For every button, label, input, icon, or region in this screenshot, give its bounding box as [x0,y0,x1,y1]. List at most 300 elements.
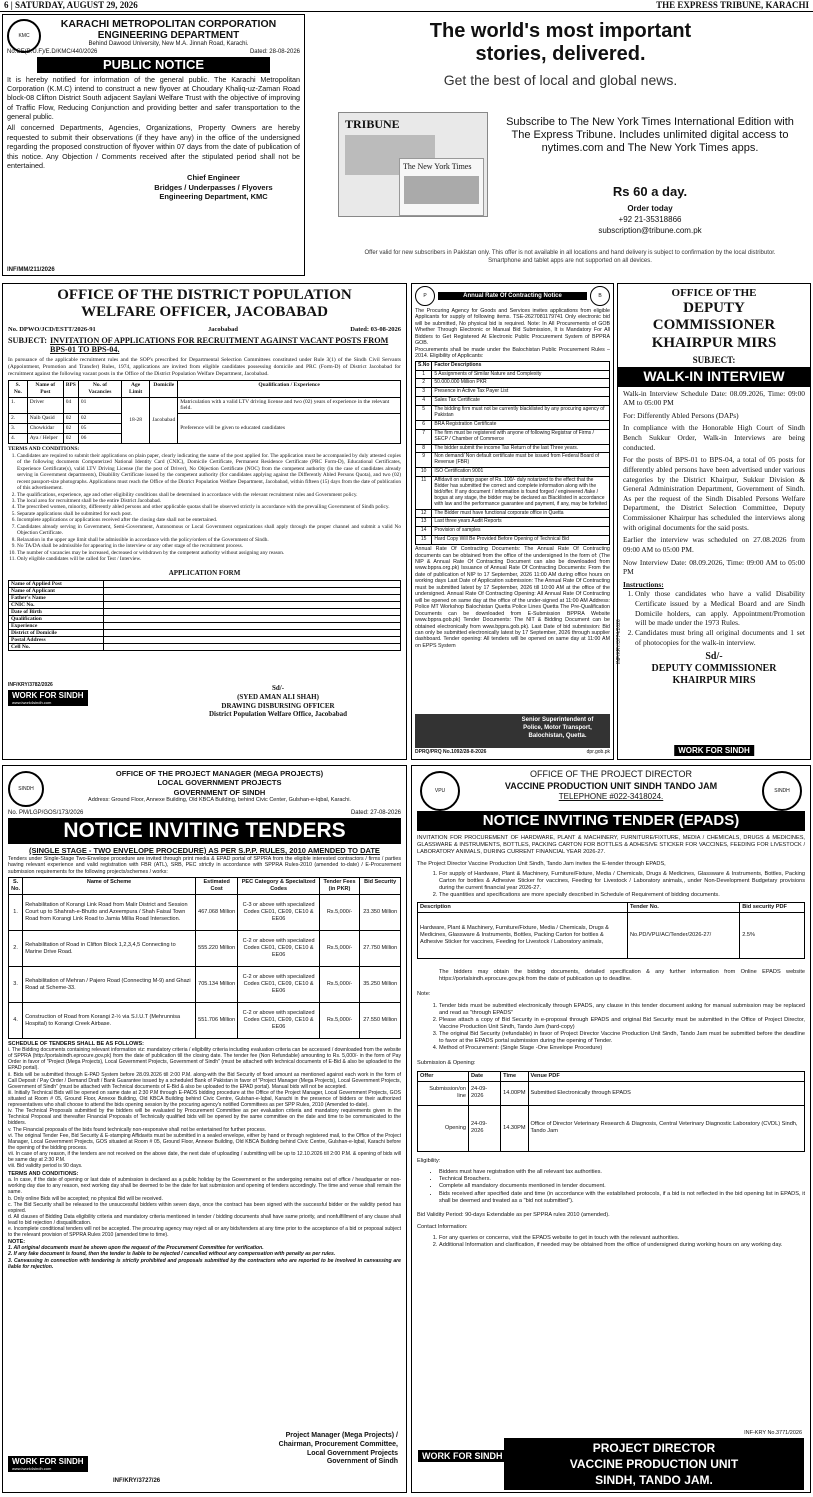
kmc-para1: It is hereby notified for information of the general public. The Karachi Metropolitan Corporation (K.M.C) intend to construct a new flyover at Choudary Khaliq-uz-Zaman Road block-08 Clifton District South adjacent Saylani Welfare Trust with the objective of improving of Traffic Flow, Reducing Conjunction and providing better and safer transportation to the general public. [7,74,300,122]
factor-no: 3 [416,388,432,397]
kmc-title: KARACHI METROPOLITAN CORPORATION [60,18,277,30]
tribune-masthead: TRIBUNE [345,117,400,131]
dpwo-terms-list [8,453,401,563]
pm-note-title: NOTE: [8,1239,26,1246]
pm-date: Dated: 27-08-2026 [350,809,401,816]
pm-cell: C-2 or above with specialized Codes CE01, CE09, CE10 & EE06 [238,967,319,1003]
pm-cell: Rs.5,000/- [319,895,360,931]
list-item: iii. Initially Technical Bids will be opened on same date at 2:30 P.M through E-PADS bidding procedure at the Office of the Project Manager, Local Government Projects, GOS situated at Room # 05, Ground Floor, Annexe Building, Old KBCA Building behind Civic Centre, Gulshan-e-Iqbal, Karachi in the presence of bidders or their authorized representatives who shall choose to attend the bids opening session by the procuring agency's notified Committees as per SPP Rules, 2010 (Amended to-date). [8,1089,401,1109]
vpu-para1: The Project Director Vaccine Production Unit Sindh, Tando Jam invites the E-tender through EPADS, [417,860,666,867]
pm-cell: 3. [9,967,23,1003]
list-item: 1. For any queries or concerns, visit the EPADS website to get in touch with the relevant authorities. [439,1235,805,1242]
dpwo-cell: 4. [9,434,28,444]
dpwo-cell: Chowkidar [27,424,63,434]
list-item: d. All clauses of Bidding Data eligibility criteria and mandatory criteria mentioned in tender / bidding documents shall have same priority, and nonfulfillment of any clause shall lead to bid rejection / disqualification. [8,1213,401,1227]
dc-subject: SUBJECT: [692,354,736,365]
dpwo-th-5: Domicile [150,380,178,397]
table-row [416,370,610,379]
kmc-sign3: Engineering Department, KMC [159,192,268,201]
list-item: 2. If any fake document is found, then the tender is liable to be rejected / cancelled without any compensation with penalty as per rules. [8,1251,336,1258]
pm-th-2: Estimated Cost [195,878,238,895]
vpu-th2-2: Time [501,1071,528,1081]
vpu-th-security: Bid security PDF [740,902,805,912]
form-row [9,636,401,643]
vpu-banner: NOTICE INVITING TENDER (EPADS) [417,811,805,831]
dpwo-terms-title: TERMS AND CONDITIONS: [8,445,80,452]
dpwo-th-0: S. No. [9,380,28,397]
pm-title1: OFFICE OF THE PROJECT MANAGER (MEGA PROJECTS) [115,769,324,778]
bppra-notice [411,283,614,760]
pm-tender-notice [2,765,407,1493]
page-header [0,0,813,12]
dc-para4: For the posts of BPS-01 to BPS-04, a total of 05 posts for differently abled persons have been advertised under various categories by the District Khairpur, Sukkur Division & General Administration Department, Government of Sindh. As per the request of the Sindh Disabled Persons Welfare Department, the District Selection Committee, Deputy Commissioner Khairpur has scheduled the interviews along with original documents for the said posts. [623,455,805,532]
dpwo-qual1: Matriculation with a valid LTV driving license and two (02) years of experience in the relevant field. [178,397,401,414]
form-row [9,615,401,622]
dpwo-qual2: Preference will be given to educated candidates [178,414,401,444]
factor-no: 5 [416,406,432,421]
list-item: 7. Candidates already serving in Government, Semi-Government, Autonomous or Local Government organizations shall apply through the proper channel and submit a valid No Objection Certificate. [17,524,401,537]
pm-th-3: PEC Category & Specialized Codes [238,878,319,895]
page-header-right: THE EXPRESS TRIBUNE, KARACHI [656,0,809,10]
table-row [416,527,610,536]
pm-sign1: Project Manager (Mega Projects) / [285,1432,398,1439]
table-row [416,420,610,429]
list-item: 10. The number of vacancies may be increased, decreased or withdrawn by the competent authority without assigning any reason. [17,550,401,556]
dpwo-sign2: DRAWING DISBURSING OFFICER [221,701,335,710]
list-item: ii. Bids will be submitted through E-PAD System before 28.09.2026 till 2:00 P.M. along-with the Bid Security of fixed amount as mentioned against each work in the form of Call Deposit / Pay Order / Demand Draft / Bank Guarantee issued by a scheduled Bank of Pakistan in favor of "Project Manager (Mega Projects), Local Government Projects, Government of Sindh" (must be attached with Technical documents of E-Bid & also be uploaded to the EPAD portal). Manual bids will not be accepted. [8,1071,401,1090]
nyt-tagline: Get the best of local and global news. [443,72,678,88]
bppra-para3: Annual Rate Of Contracting Documents: The Annual Rate Of Contracting documents can be obtained from the office of the undersigned In the form of: (The NIP & Annual Rate Of Contracting Document can also be downloaded from www.bppra.org.pk) Issuance of Annual Rate Of Contracting Documents: From the date of publication of NIP to 17 September, 2026 11:00 AM during office hours on working days Last Date of Application submission: The Annual Rate Of Contracting must be submitted latest by 17 September, 2026 till 10:00 AM at the office of the undersigned. Annual Rate Of Contracting Opening: All Annual Rate Of Contracting will be opened on same day at the office of the under-signed at 11:00 AM Address: Police MT Workshop Balochistan Quetta Police Lines Quetta The Pre-Qualification Documents can be downloaded from E-Submission BPPRA Website www.bppra.gob.pk) Tender Documents: The NIT & Bidding Document can be obtained electronically from www.bppra.gob.pk). Last Date of bid submission: Bid can only be submitted electronically latest by 17 September, 2026 through supplier dashboard. Tender opening: All tenders will be opened on same day at 11:00 AM on EPPS System [415,546,610,649]
dc-instructions-list [623,589,805,647]
vpu-inf: INF-KRY No.3771/2026 [744,1430,802,1436]
dpwo-th-1: Name of Post [27,380,63,397]
factor-no: 15 [416,536,432,545]
pm-sign4: Government of Sindh [326,1458,398,1466]
kmc-banner: PUBLIC NOTICE [37,57,270,73]
kmc-seal-icon: KMC [7,19,41,53]
form-row [9,580,401,587]
dpwo-cell: 2. [9,414,28,424]
table-row [416,477,610,509]
pm-work-for-sindh-logo [8,1456,88,1472]
dpwo-cell: 3. [9,424,28,434]
form-row [9,594,401,601]
dpwo-notice [2,283,407,760]
nyt-order: Order today [627,204,673,213]
bppra-seal-icon: B [590,286,610,306]
factor-desc: Last three years Audit Reports [432,518,610,527]
list-item: 4. Method of Procurement: (Single Stage -One Envelope Procedure) [439,1045,805,1052]
table-row [416,429,610,444]
vpu-work-for-sindh-logo [418,1450,507,1462]
dc-title3: COMMISSIONER [652,317,776,334]
vpu-th2-1: Date [469,1071,501,1081]
factor-no: 13 [416,518,432,527]
kmc-para2: All concerned Departments, Agencies, Organizations, Property Owners are hereby requested to submit their observations (if they have any) in the office of the undersigned regarding the proposed construction of flyover within 07 days from the date of publication of this notice. Any Objection / Comments received after the stipulated period shall not be entertained. [7,123,300,170]
pm-cell: 35.250 Million [360,967,401,1003]
pm-cell: 2. [9,931,23,967]
form-field [104,629,401,636]
nyt-ad [310,14,811,276]
dpwo-logo-sub: www.iwork4sindh.com [12,700,52,705]
dpwo-posts-table [8,380,401,444]
factor-desc: Non demand/ Non default certificate must be issued from Federal Board of Revenue (FBR) [432,453,610,468]
kmc-notice [2,14,305,276]
table-row [416,388,610,397]
list-item: 3. The local area for recruitment shall be the entire District Jacobabad. [17,498,401,504]
kmc-subtitle: ENGINEERING DEPARTMENT [97,30,240,42]
list-item: 5. Separate applications shall be submitted for each post. [17,511,401,517]
pm-cell: 1. [9,895,23,931]
nyt-fine-print: Offer valid for new subscribers in Pakistan only. This offer is not available in all locations and hand delivery is subject to confirmation by the local distributor. Smartphone and tablet apps are not supported on all devices. [364,250,776,264]
nyt-email: subscription@tribune.com.pk [598,226,702,235]
vpu-elig-list [417,1169,805,1205]
sindh-govt-seal-icon: SINDH [8,771,44,807]
vpu-cell: 24-09-2026 [469,1081,501,1105]
dc-work-for-sindh-logo [674,745,754,756]
table-row [416,509,610,518]
factor-no: 4 [416,397,432,406]
dpwo-cell: Naib Qasid [27,414,63,424]
table-row [9,1003,401,1039]
pm-cell: Rs.5,000/- [319,1003,360,1039]
dc-title4: KHAIRPUR MIRS [651,334,777,351]
factor-no: 11 [416,477,432,509]
dc-banner: WALK-IN INTERVIEW [618,367,810,387]
factor-desc: 50.000.000 Million PKR [432,379,610,388]
list-item: 1. Candidates are required to submit their applications on plain paper, clearly indicating the name of the post applied for. The application must be accompanied by duly attested copies of the following documents Computerized National Identity Card (CNIC), Domicile Certificate, Permanent Residence Certificate (PRC Form-D), Educational Certificates, Experience Certificate(s), valid LTV Driving License (for the post of Driver), No Objection Certificate (NOC) from the competent authority (in the case of candidates already serving in Government departments), Disability Certificate issued by the competent authority (for candidates applying against the Differently Abled Persons Quota), and two (02) recent passport-size photographs. Applications must reach the Office of the District Population Welfare Department, Jacobabad, within fifteen (15) days from the date of publication of this advertisement. [17,453,401,492]
vpu-cell: 14.00PM [501,1081,528,1105]
table-row [9,895,401,931]
factor-no: 10 [416,468,432,477]
dpwo-cell: 06 [78,434,121,444]
pm-schedule-list [8,1047,401,1169]
bppra-sign3: Balochistan, Quetta. [528,732,587,739]
pm-sign2: Chairman, Procurement Committee, [278,1440,398,1448]
dc-para5: Earlier the interview was scheduled on 27.08.2026 from 09:00 AM to 05:00 PM. [623,535,805,554]
vpu-cell: 24-09-2026 [469,1105,501,1151]
vpu-para3: The bidders may obtain the bidding documents, detailed specification & any further information from Online EPADS website https://portalsindh.eprocure.gov.pk from the date of publication up to deadline. [439,968,805,982]
form-row [9,608,401,615]
pm-ref: No. PM/LGP/GOS/173/2026 [8,809,84,816]
dpwo-th-3: No. of Vacancies [78,380,121,397]
bppra-footer-web: dpr.gob.pk [586,749,610,755]
table-row [416,406,610,421]
factor-no: 14 [416,527,432,536]
list-item: 6. Incomplete applications or applications received after the closing date shall not be entertained. [17,517,401,523]
list-item: c. The Bid Security shall be released to the unsuccessful bidders within seven days, once the contract has been signed with the successful bidder or the validity period has expired. [8,1201,401,1214]
pm-cell: Rs.5,000/- [319,931,360,967]
pm-th-5: Bid Security [360,878,401,895]
vpu-title2: VACCINE PRODUCTION UNIT SINDH TANDO JAM [504,780,718,791]
vpu-footer [504,1438,804,1490]
list-item: b. Only online Bids will be accepted; no physical Bid will be received. [8,1195,163,1202]
list-item: v. The Financial proposals of the bids found technically non-responsive shall not be entertained for further process. [8,1126,267,1133]
dc-inf: INF/KRY/3774/2026 [616,619,622,664]
form-field [104,608,401,615]
vpu-intro: INVITATION FOR PROCUREMENT OF HARDWARE, PLANT & MACHINERY, FURNITURE/FIXTURE, MEDIA / CHEMICALS, DRUGS & MEDICINES, GLASSWARE & INSTRUMENTS, BOTTLES, PACKING CARTON FOR BOTTLES & ADHESIVE STICKER FOR VACCINES, FEEDING FOR LIVESTOCK / LABORATORY ANIMALS, DURING CURRENT FINANCIAL YEAR 2026-27. [417,835,805,855]
factor-desc: Provision of samples [432,527,610,536]
dc-logo-text: WORK FOR SINDH [678,746,750,755]
factor-no: 12 [416,509,432,518]
form-row [9,587,401,594]
form-label: Cell No. [9,643,104,650]
list-item: 1. All original documents must be shown upon the request of the Procurement Committee for verification. [8,1245,264,1252]
pm-cell: 705.134 Million [195,967,238,1003]
pm-schedule-title: SCHEDULE OF TENDERS SHALL BE AS FOLLOWS: [8,1041,144,1048]
dpwo-cell: Driver [27,397,63,414]
vpu-seal-icon: VPU [420,771,460,811]
dc-title2: DEPUTY [683,300,745,317]
dpwo-age: 18-28 [121,397,149,443]
form-field [104,587,401,594]
vpu-footer3: SINDH, TANDO JAM. [595,1473,713,1488]
pm-cell: 555.220 Million [195,931,238,967]
vpu-notes-list [417,1003,805,1052]
list-item: vi. The original Tender Fee, Bid Security & E-stamping Affidavits must be submitted in a sealed envelope, either by hand or through registered mail, to the Office of the Project Manager, Local Government Projects, GOS situated at Room # 05, Ground Floor, Annexe Building, Old KBCA Building behind Civic Centre, Gulshan-e-Iqbal, Karachi before the opening of the bidding process. [8,1132,401,1151]
form-label: Experience [9,622,104,629]
vpu-logo-text: WORK FOR SINDH [422,1451,503,1461]
dpwo-th-6: Qualification / Experience [178,380,401,397]
table-row [418,1105,805,1151]
list-item: 9. No TA/DA shall be admissible for appearing in the interview or any other stage of the recruitment process. [17,543,401,549]
dpwo-cell: 02 [78,414,121,424]
dpwo-intro: In pursuance of the applicable recruitment rules and the SOP's prescribed for Departmental Selection Committees constituted under Rule 3(1) of the Sindh Civil Servants (Appointment, Promotion and Transfer) Rules, 1974, applications are invited from eligible candidates possessing domicile and PRC (Form-D) of District Jacobabad for recruitment against the following vacant posts in the Office of the District Population Welfare Department, Jacobabad. [8,357,401,377]
factor-no: 8 [416,444,432,453]
pm-logo-sub: www.iwork4sindh.com [12,1466,52,1471]
form-label: Name of Applied Post [9,580,104,587]
dpwo-sd: Sd/- [271,684,285,692]
nyt-photo [404,176,479,204]
table-row [416,444,610,453]
list-item: • Bidders must have registration with the all relevant tax authorities. [439,1169,805,1176]
nyt-phone: +92 21-35318866 [618,215,682,224]
factor-no: 7 [416,429,432,444]
dc-instructions-title: Instructions: [623,579,664,589]
list-item: viii. Bid validity period is 90 days. [8,1163,83,1170]
vpu-cell: Submission/on line [418,1081,469,1105]
dpwo-title2: WELFARE OFFICER, JACOBABAD [81,304,328,321]
list-item: vii. In case of any reason, if the tenders are not received on the above date, the next date of uploading / submitting will be up to 12.10.2026 till 2:00 P.M. & opening of bids will be same day at 2:30 P.M. [8,1150,401,1164]
list-item: a. In case, if the date of opening or last date of submission is declared as a public holiday by the Government or the undergoing remains out of office / headquarter or non-working day due to any reason, next working day shall be deemed to be the date for last submission and opening of tenders accordingly. The time and venue shall remain the same. [8,1177,401,1196]
list-item: • Technical Broachers. [439,1176,805,1183]
factor-desc: 5 Assignments of Similar Nature and Complexity [432,370,610,379]
form-label: Date of Birth [9,608,104,615]
factor-desc: The firm must be registered with anyone of following Registrar of Firms / SECP / Chamber of Commerce [432,429,610,444]
pm-cell: 467.068 Million [195,895,238,931]
list-item: • Complete all mandatory documents mentioned in tender document. [439,1183,805,1190]
pm-title2: LOCAL GOVERNMENT PROJECTS [157,778,282,788]
pm-cell: C-2 or above with specialized Codes CE01, CE09, CE10 & EE06 [238,931,319,967]
vpu-th2-3: Venue PDF [528,1071,804,1081]
table-row [9,967,401,1003]
pm-subtitle: (SINGLE STAGE - TWO ENVELOPE PROCEDURE) AS PER S.P.P. RULES, 2010 AMENDED TO DATE [29,845,380,855]
pm-cell: Rehabilitation of Korangi Link Road from Malir District and Session Court up to Shahrah-e-Bhutto and Azeempura / Shah Faisal Town Road from Korangi Link Road to Jamia Millia Road Intersection. [23,895,196,931]
dpwo-ref: No. DPWO/JCD/ESTT/2026-91 [8,325,96,333]
list-item: 1. For supply of Hardware, Plant & Machinery, Furniture/Fixture, Media / Chemicals, Drugs & Medicines, Glassware & Instruments, Bottles, Packing Carton for bottles & Adhesive Sticker for vaccines, Feeding for Livestock / Laboratory animals,, under Non-Development Budgetary provisions during the current financial year 2026-27. [439,871,805,892]
list-item: 3. The original Bid Security (refundable) in favor of Project Director Vaccine Production Unit Sindh, Tando Jam must be submitted before the deadline to favor at the EPADS portal submission during the opening of Tender. [439,1031,805,1045]
dc-para2: For: Differently Abled Persons (DAPs) [623,410,739,420]
list-item: 2. Candidates must bring all original documents and 1 set of photocopies for the walk-in interview. [635,628,805,647]
pm-cell: 4. [9,1003,23,1039]
dpwo-th-4: Age Limit [121,380,149,397]
kmc-ref: No.CE(B.U.F)/E.D/KMC/440/2026 [7,49,98,56]
dpwo-logo-text: WORK FOR SINDH [12,691,84,700]
form-field [104,622,401,629]
vpu-td-security: 2.5% [740,912,805,958]
dpwo-form-title: APPLICATION FORM [168,568,241,577]
factor-desc: The bidding firm must not be currently blacklisted by any procuring agency of Pakistan [432,406,610,421]
pm-sign3: Local Government Projects [306,1449,398,1457]
kmc-inf: INF/MM/211/2026 [7,267,55,273]
dpwo-inf: INF/KRY/3782/2026 [8,682,53,688]
bppra-sign2: Police, Motor Transport, [523,724,592,731]
form-row [9,622,401,629]
list-item: 1. Tender bids must be submitted electronically through EPADS, any clause in this tender document asking for manual submission may be replaced and read as "through EPADS" [439,1003,805,1017]
vpu-tender-notice [411,765,811,1493]
nyt-body: Subscribe to The New York Times International Edition with The Express Tribune. Includes unlimited digital access to nytimes.com and The New York Times apps. [506,116,794,155]
newspaper-image [338,112,488,217]
vpu-validity: Bid Validity Period: 90-days Extendable as per SPPRA rules 2010 (amended). [417,1212,610,1219]
dpwo-title1: OFFICE OF THE DISTRICT POPULATION [57,287,352,303]
page-header-left: 6 | SATURDAY, AUGUST 29, 2026 [4,0,138,10]
vpu-note-title: Note: [417,990,431,997]
table-row [416,453,610,468]
bppra-para1: The Procuring Agency for Goods and Services invites applications from eligible Applicants for supply of following items. TSE-2627081179741 Only electronic bid will be submitted, No physical bid is required. Note: In All Procurements of GOB Whether Through Electronic or Manual Bid Submission, It is Mandatory For All Bidders to Get Registered At Electronic Public Procurement System of BPPRA GOB. [415,308,610,347]
form-field [104,615,401,622]
dpwo-date: Dated: 03-08-2026 [350,325,401,333]
kmc-address: Behind Dawood University, New M.A. Jinnah Road, Karachi. [88,41,249,48]
form-label: Postal Address [9,636,104,643]
vpu-td-tender: No.PD/VPU/AC/Tender/2026-27/ [628,912,740,958]
dc-sign: DEPUTY COMMISSIONER [651,663,777,675]
factor-no: 1 [416,370,432,379]
nyt-masthead: The New York Times [403,162,472,171]
list-item: 11. Only eligible candidates will be called for Test / Interview. [17,556,401,562]
vpu-td-desc: Hardware, Plant & Machinery, Furniture/Fixture, Media / Chemicals, Drugs & Medicines, Glassware & Instruments, Bottles, Packing Carton for bottles & Adhesive Sticker for vaccines, Feeding for Livestock / Laboratory animals, [418,912,628,958]
bppra-title: Annual Rate Of Contracting Notice [438,292,587,300]
vpu-tender-table [417,902,805,959]
dpwo-cell: 05 [78,424,121,434]
dc-notice [617,283,811,760]
dpwo-cell: 02 [63,424,78,434]
table-row [9,397,401,414]
bppra-sign1: Senior Superintendent of [521,717,594,723]
table-row [416,397,610,406]
vpu-elig-title: Eligibility: [417,1157,441,1164]
factor-desc: ISO Certification 9001 [432,468,610,477]
vpu-contacts-list [417,1235,805,1249]
factor-desc: Sales Tax Certificate [432,397,610,406]
pm-th-0: S. No. [9,878,23,895]
bppra-th-sno: S.No [416,361,432,370]
vpu-sub-title: Submission & Opening: [417,1059,476,1066]
pm-schemes-table [8,877,401,1039]
dpwo-cell: 1. [9,397,28,414]
nyt-headline-2: stories, delivered. [475,43,646,65]
police-seal-icon: P [415,286,435,306]
form-field [104,636,401,643]
form-label: CNIC No. [9,601,104,608]
dpwo-cell: 01 [78,397,121,414]
list-item: 4. The prescribed women, minority, differently abled persons and other applicable quotas shall be observed strictly in accordance with the prevailing Government of Sindh policy. [17,504,401,510]
pm-intro: Tenders under Single-Stage Two-Envelope procedure are invited through print media & EPAD portal of SPPRA from the eligible interested contractors / firms / parties having relevant experience and valid registration with FBR (ATL), SRB, PEC strictly in accordance with SPPRA Rules-2010 (amended to-date) / E-Procurement submission requirements for the following projects/schemes / works: [8,855,401,875]
dpwo-subject-label: SUBJECT: [8,335,47,345]
factor-desc: The Bidder must have functional corporate office in Quetta [432,509,610,518]
vpu-list1 [417,871,805,899]
dc-para3: In compliance with the Honorable High Court of Sindh Bench Sukkur Order, Walk-in Interviews are being conducted. [623,423,805,452]
list-item: 1. Only those candidates who have a valid Disability Certificate issued by a Medical Board and are Sindh Domicile holders, can apply. Appointment/Promotion will be made under the 1973 Rules. [635,589,805,628]
pm-cell: 27.750 Million [360,931,401,967]
pm-cell: Construction of Road from Korangi 2-½ via S.I.U.T (Mehrunnisa Hospital) to Korangi Creek Airbase. [23,1003,196,1039]
list-item: • Bids received after specified date and time (in accordance with the established protocols, if a bid is not reflected in the bid opening list in EPADS, it shall be deemed and treated as a "bid not submitted"). [439,1191,805,1206]
vpu-title1: OFFICE OF THE PROJECT DIRECTOR [529,769,692,779]
vpu-footer1: PROJECT DIRECTOR [592,1441,716,1455]
kmc-date: Dated: 28-08-2026 [249,49,300,56]
vpu-phone: TELEPHONE #022-3418024. [558,792,664,802]
list-item: 2. Please attach a copy of Bid Security in e-proposal through EPADS and original Bid Security must be submitted in the Office of Project Director, Vaccine Production Unit Sindh, Tando Jam (hard-copy) [439,1017,805,1031]
pm-title3: GOVERNMENT OF SINDH [173,787,266,797]
table-row [9,414,401,424]
list-item: 2. The quantities and specifications are more specially described in Schedule of Requirement of bidding documents. [439,892,805,899]
form-label: Name of Applicant [9,587,104,594]
vpu-cell: Opening [418,1105,469,1151]
list-item: 2. Additional Information and clarification, if needed may be obtained from the office of undersigned during working hours on any working day. [439,1242,805,1249]
form-label: District of Domicile [9,629,104,636]
form-field [104,601,401,608]
form-row [9,601,401,608]
form-field [104,594,401,601]
form-field [104,580,401,587]
list-item: i. The Bidding documents containing relevant information viz: mandatory criteria / eligibility criteria including evaluation criteria can be accessed / downloaded from the website of SPPRA (http://portalsindh.eprocure.gov.pk) from the date of publication till the closing date. The tender fee (Non Refundable) amounting to Rs. 5,000/- in the form of Pay Order in favor of "Project (Mega Projects), Local Government Projects, Government of Sindh" (must be attached with technical documents of E-Bid & also be uploaded to the EPAD portal). [8,1047,401,1072]
list-item: 3. Canvassing in connection with tendering is strictly prohibited and proposals submitted by the contractors who are reported to be involved in canvassing are liable for rejection. [8,1257,401,1270]
bppra-th-desc: Factor Descriptions [432,361,610,370]
table-row [416,468,610,477]
pm-terms-title: TERMS AND CONDITIONS: [8,1171,79,1178]
factor-desc: BRA Registration Certificate [432,420,610,429]
factor-no: 6 [416,420,432,429]
dc-title1: OFFICE OF THE [671,287,757,299]
nyt-price: Rs 60 a day. [612,184,688,199]
pm-cell: Rehabilitation of Road in Clifton Block 1,2,3,4,5 Connecting to Marine Drive Road. [23,931,196,967]
vpu-th-tender: Tender No. [628,902,740,912]
form-field [104,643,401,650]
sindh-seal-icon: SINDH [762,771,802,811]
vpu-footer2: VACCINE PRODUCTION UNIT [569,1457,739,1472]
dpwo-cell: 02 [63,414,78,424]
form-label: Qualification [9,615,104,622]
pm-cell: C-3 or above with specialized Codes CE01, CE09, CE10 & EE06 [238,895,319,931]
dpwo-signer: (SYED AMAN ALI SHAH) [237,692,319,701]
pm-th-1: Name of Scheme [23,878,196,895]
dpwo-place: Jacobabad [208,325,238,333]
factor-no: 9 [416,453,432,468]
bppra-ref: DPRQ/PRQ No.1092/28-8-2026 [415,749,487,755]
pm-terms-list [8,1177,401,1238]
dpwo-subject: INVITATION OF APPLICATIONS FOR RECRUITMENT AGAINST VACANT POSTS FROM BPS-01 TO BPS-04. [49,335,389,355]
nyt-headline-1: The world's most important [429,20,692,42]
kmc-sign2: Bridges / Underpasses / Flyovers [154,182,273,192]
pm-logo-text: WORK FOR SINDH [12,1457,84,1466]
dpwo-work-for-sindh-logo [8,690,88,706]
dpwo-sign3: District Population Welfare Office, Jacobabad [209,710,347,719]
list-item: 8. Relaxation in the upper age limit shall be admissible in accordance with the policy/orders of the Government of Sindh. [17,537,401,543]
pm-th-4: Tender Fees (in PKR) [319,878,360,895]
kmc-sign1: Chief Engineer [187,173,240,183]
dpwo-cell: Aya / Helper [27,434,63,444]
list-item: e. Incomplete conditional tenders will not be accepted. The procuring agency may reject all or any bids/tenders at any time prior to the acceptance of a bid or proposal subject to the relevant provision of SPPRA Rules 2010 (amended time to time). [8,1226,401,1239]
list-item: 2. The qualifications, experience, age and other eligibility conditions shall be determined in accordance with the relevant recruitment rules and Government policy. [17,492,401,498]
